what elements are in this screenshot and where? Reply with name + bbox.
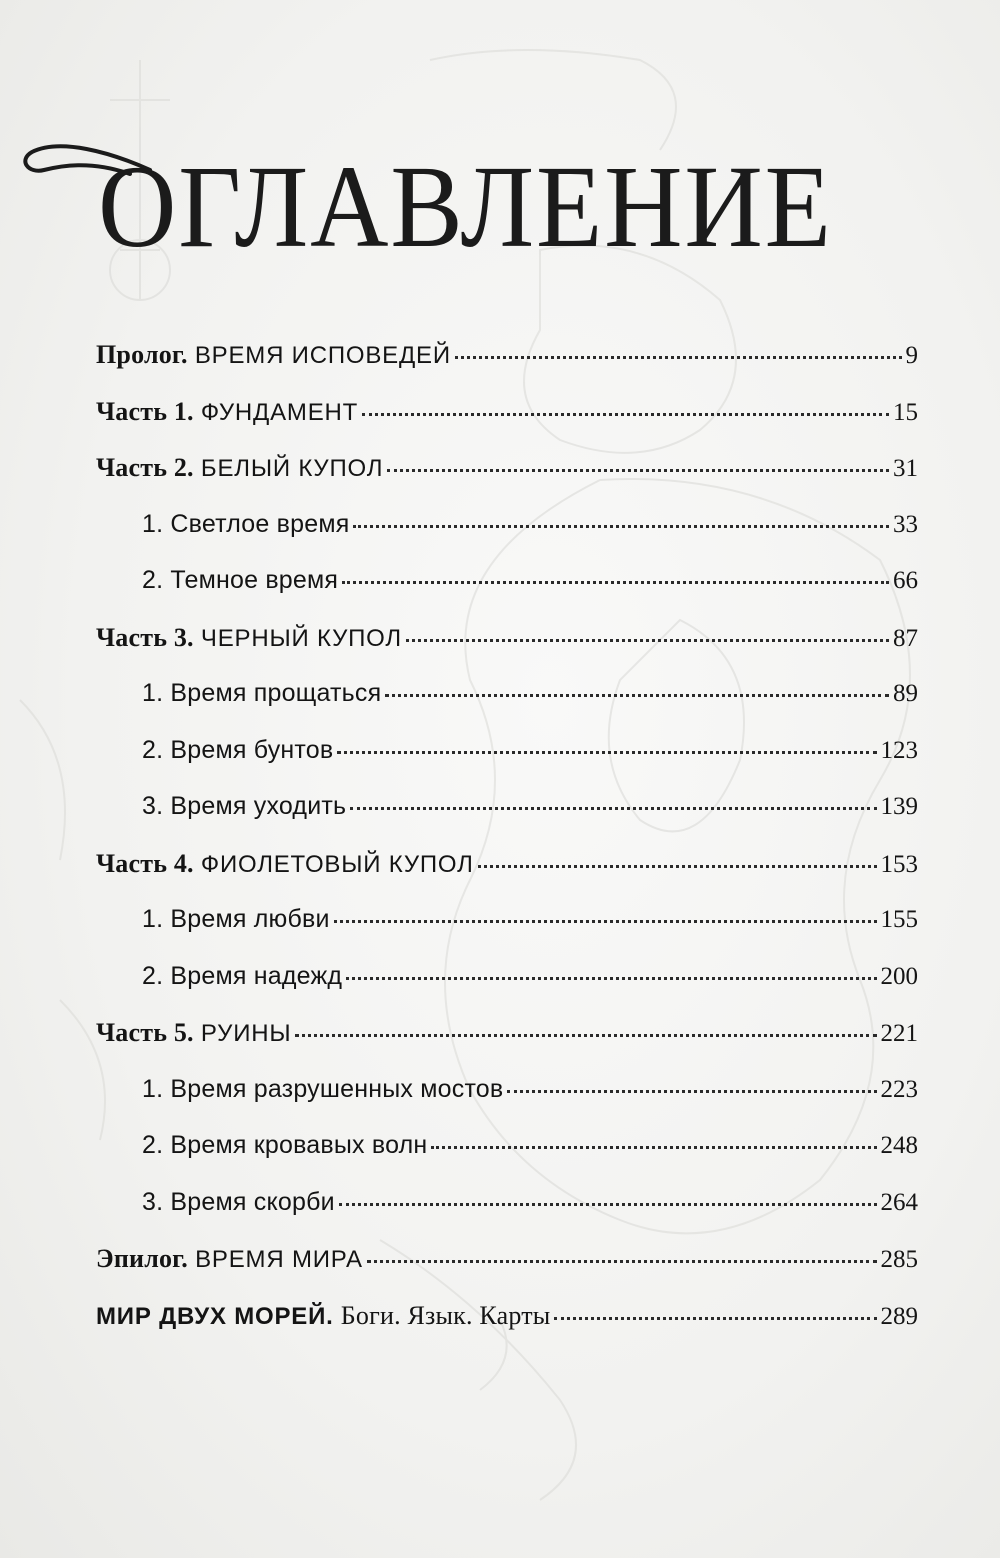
toc-entry-text: БЕЛЫЙ КУПОЛ [200, 455, 384, 482]
toc-entry-label [96, 1018, 291, 1048]
toc-entry[interactable] [96, 962, 918, 1019]
toc-page-number: 123 [880, 736, 918, 764]
toc-page-number: 200 [880, 962, 918, 990]
toc-page-number: 66 [893, 567, 918, 594]
toc-entry[interactable] [96, 1075, 918, 1132]
toc-entry-text: ЧЕРНЫЙ КУПОЛ [200, 624, 402, 652]
dot-leader [295, 1034, 876, 1037]
toc-page-number: 264 [880, 1188, 918, 1216]
dot-leader [337, 751, 876, 754]
toc-entry-text: ФУНДАМЕНТ [200, 398, 359, 426]
toc-entry-label [142, 1075, 503, 1104]
title-block [20, 130, 960, 280]
toc-entry-label [142, 1131, 427, 1160]
toc-entry[interactable] [96, 736, 918, 793]
toc-page-number: 289 [880, 1302, 918, 1330]
toc-page-number: 221 [880, 1020, 918, 1047]
table-of-contents [96, 340, 918, 1357]
dot-leader [353, 525, 889, 528]
toc-entry-text: 2. Время кровавых волн [142, 1131, 428, 1159]
dot-leader [367, 1260, 877, 1263]
toc-page-number: 139 [880, 793, 918, 820]
toc-entry-lead: Часть 5. [96, 1018, 194, 1047]
dot-leader [350, 807, 876, 810]
toc-page-number: 155 [880, 906, 918, 933]
toc-entry-label [142, 679, 381, 708]
dot-leader [455, 356, 902, 359]
toc-entry[interactable] [96, 1301, 918, 1358]
toc-entry[interactable] [96, 679, 918, 736]
toc-entry[interactable] [96, 792, 918, 849]
toc-page-number: 248 [880, 1132, 918, 1159]
toc-entry[interactable] [96, 905, 918, 962]
toc-entry-text: Боги. Язык. Карты [340, 1300, 551, 1330]
toc-entry-text: ВРЕМЯ ИСПОВЕДЕЙ [194, 342, 451, 369]
toc-entry-label [142, 510, 349, 539]
toc-entry-lead: Часть 3. [96, 622, 194, 652]
toc-page-number: 153 [880, 850, 918, 878]
toc-page-number: 223 [880, 1075, 918, 1103]
toc-entry-text: 1. Время прощаться [142, 679, 382, 707]
toc-entry-text: РУИНЫ [200, 1020, 292, 1047]
toc-entry[interactable] [96, 623, 918, 680]
toc-entry[interactable] [96, 1131, 918, 1188]
toc-entry-text: 1. Светлое время [142, 509, 350, 538]
toc-entry-label [142, 736, 333, 765]
dot-leader [385, 694, 889, 697]
toc-entry-label [142, 962, 342, 991]
toc-entry-text: 3. Время уходить [142, 792, 347, 820]
toc-page-number: 9 [905, 342, 918, 369]
toc-page-number: 33 [893, 510, 918, 538]
toc-entry[interactable] [96, 849, 918, 906]
toc-entry-label [96, 1301, 550, 1331]
toc-entry[interactable] [96, 1244, 918, 1301]
toc-entry[interactable] [96, 453, 918, 510]
toc-entry-text: 2. Время надежд [142, 961, 343, 990]
dot-leader [387, 469, 889, 472]
dot-leader [507, 1090, 876, 1093]
toc-entry-label [142, 905, 330, 934]
toc-entry[interactable] [96, 1018, 918, 1075]
dot-leader [554, 1317, 876, 1320]
toc-entry-label [96, 1244, 363, 1274]
toc-entry-text: 1. Время любви [142, 905, 330, 933]
toc-entry-label [96, 397, 358, 427]
toc-entry-label [142, 566, 338, 595]
toc-page-number: 15 [893, 398, 918, 426]
toc-entry-label [96, 340, 451, 370]
dot-leader [362, 413, 889, 416]
toc-entry-label [142, 792, 346, 821]
dot-leader [431, 1146, 876, 1149]
toc-entry-text: 2. Время бунтов [142, 735, 334, 764]
dot-leader [346, 977, 876, 980]
toc-entry-lead: Часть 1. [96, 396, 194, 426]
toc-page-number: 285 [880, 1246, 918, 1273]
toc-page-number: 31 [893, 455, 918, 482]
dot-leader [406, 639, 889, 642]
toc-entry-label [96, 849, 474, 879]
toc-entry-lead: МИР ДВУХ МОРЕЙ. [96, 1302, 334, 1330]
dot-leader [339, 1203, 877, 1206]
toc-entry[interactable] [96, 1188, 918, 1245]
toc-entry[interactable] [96, 510, 918, 567]
toc-entry-lead: Часть 2. [96, 453, 194, 482]
toc-page-number: 87 [893, 624, 918, 652]
toc-entry-text: ФИОЛЕТОВЫЙ КУПОЛ [200, 850, 474, 878]
toc-entry-text: ВРЕМЯ МИРА [195, 1246, 363, 1273]
dot-leader [342, 581, 889, 584]
toc-entry-text: 1. Время разрушенных мостов [142, 1074, 504, 1103]
toc-entry[interactable] [96, 340, 918, 397]
page-title: ОГЛАВЛЕНИЕ [98, 141, 833, 272]
toc-page-number: 89 [893, 680, 918, 707]
toc-entry-lead: Эпилог. [96, 1244, 188, 1273]
toc-entry[interactable] [96, 566, 918, 623]
toc-entry-label [96, 623, 402, 653]
toc-entry[interactable] [96, 397, 918, 454]
dot-leader [334, 920, 877, 923]
toc-entry-text: 2. Темное время [142, 566, 339, 594]
dot-leader [478, 865, 877, 868]
toc-entry-text: 3. Время скорби [142, 1187, 335, 1216]
toc-entry-label [142, 1188, 335, 1217]
toc-entry-label [96, 453, 383, 483]
toc-entry-lead: Часть 4. [96, 848, 194, 878]
toc-entry-lead: Пролог. [96, 340, 188, 369]
